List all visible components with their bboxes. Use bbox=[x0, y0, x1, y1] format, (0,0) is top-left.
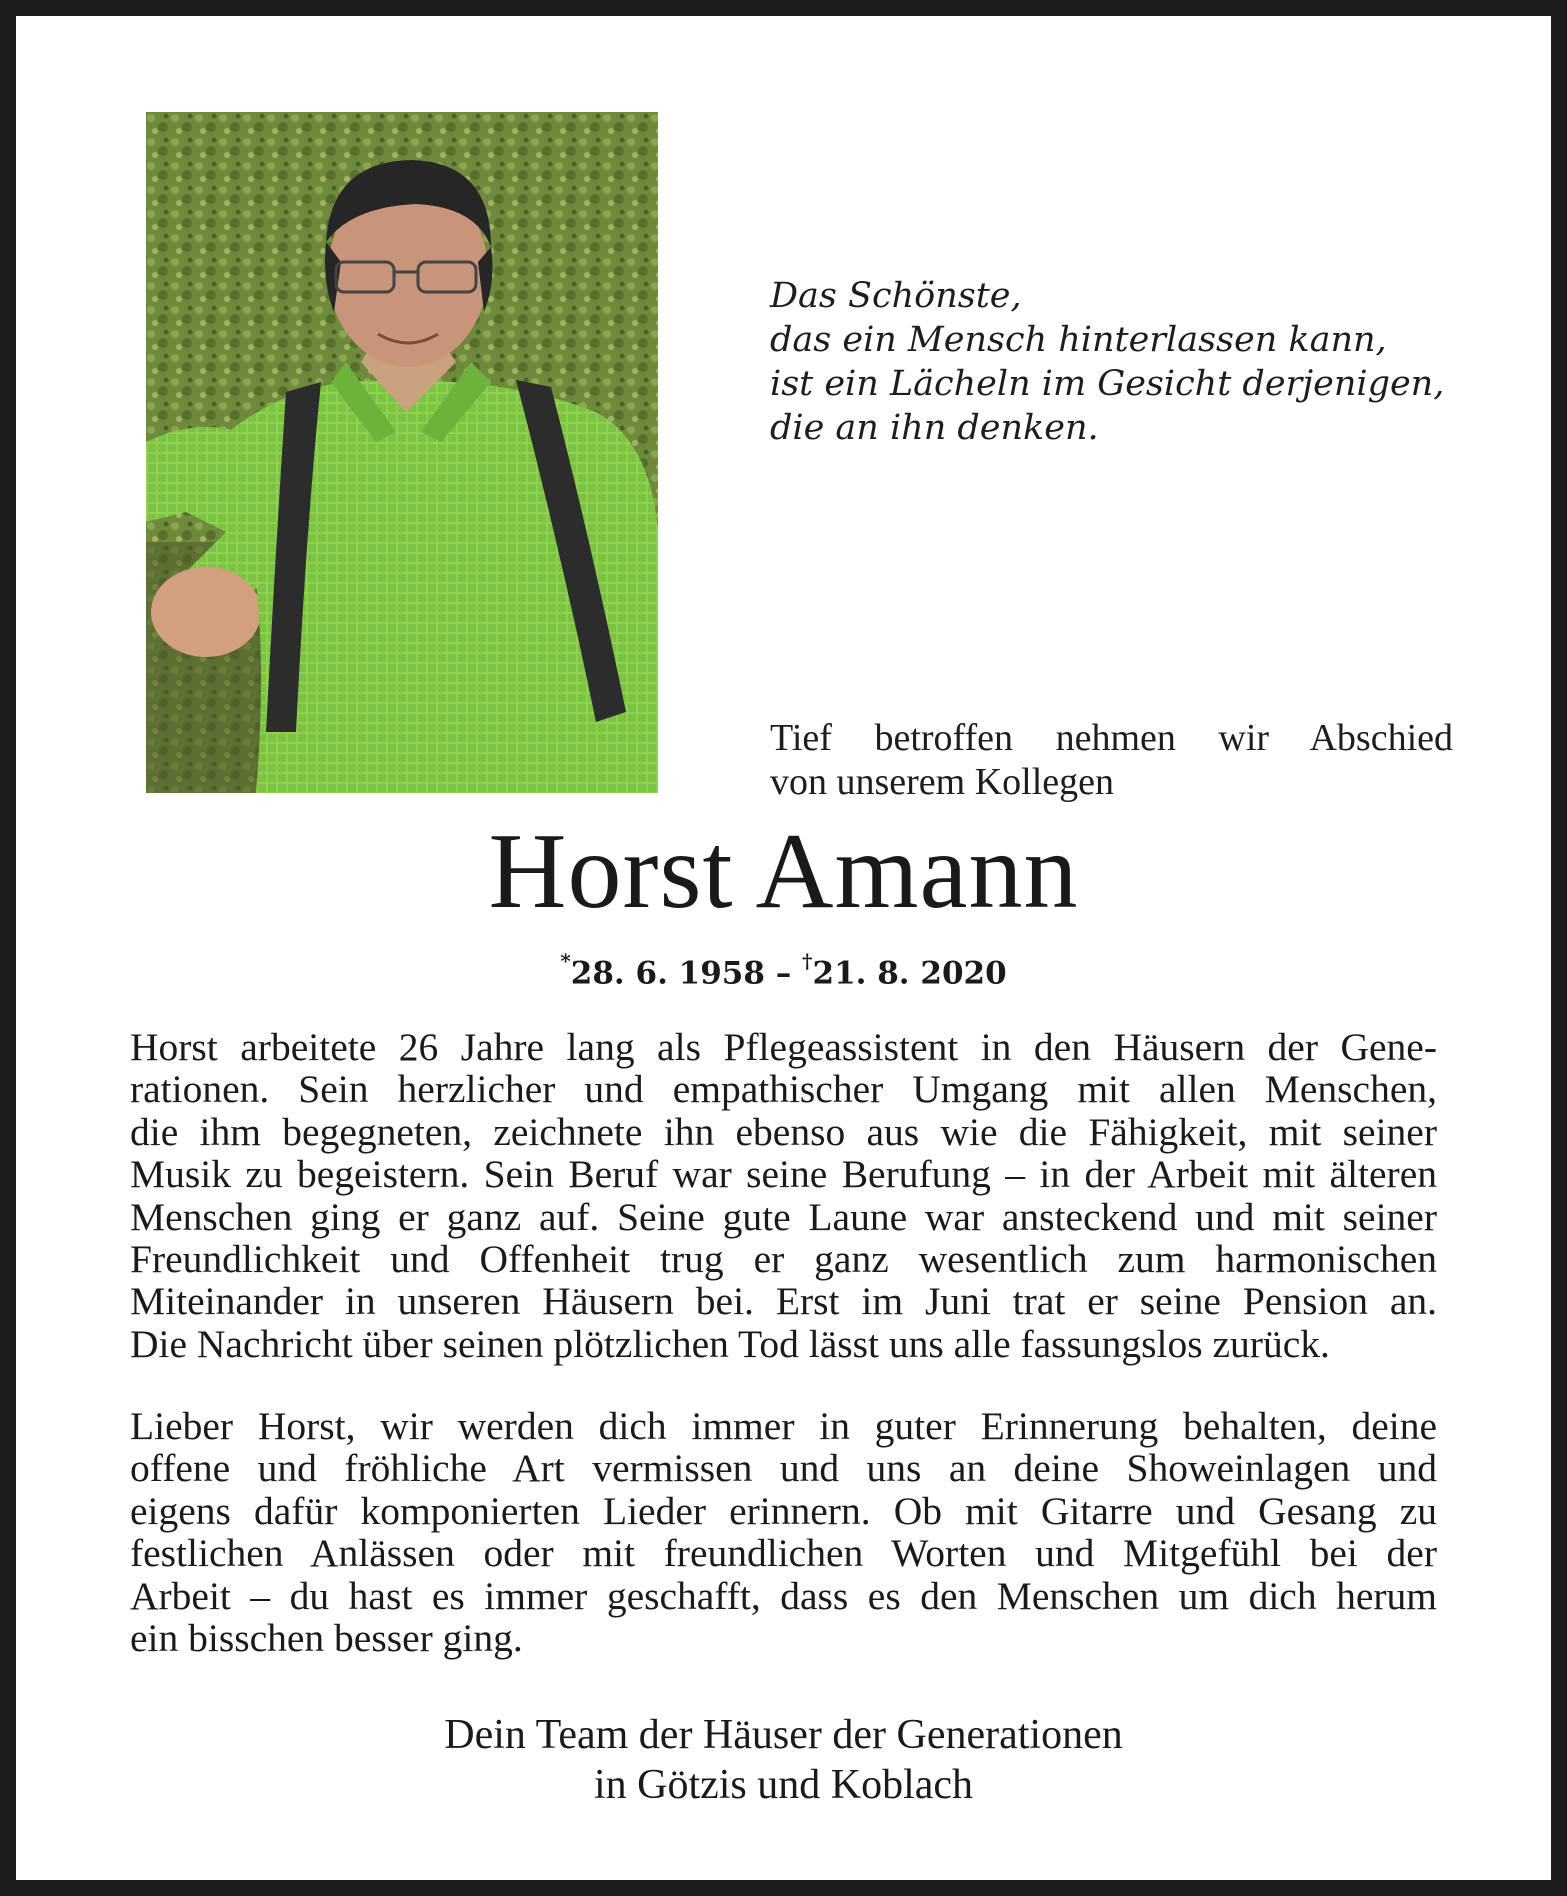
tribute-paragraph-2 bbox=[130, 1405, 1437, 1659]
quote-line: Das Schönste, bbox=[770, 276, 1022, 316]
deceased-name: Horst Amann bbox=[488, 812, 1079, 931]
paragraph-line: Miteinander in unseren Häusern bei. Erst im Juni trat er seine Pension an. bbox=[130, 1279, 1437, 1324]
intro-line: von unserem Kollegen bbox=[770, 761, 1115, 803]
birth-date: 28. 6. 1958 bbox=[570, 955, 765, 992]
life-dates bbox=[0, 943, 1567, 995]
paragraph-line: Horst arbeitete 26 Jahre lang als Pflegeassistent in den Häusern der Gene- bbox=[130, 1025, 1437, 1069]
paragraph-line: Musik zu begeistern. Sein Beruf war seine Berufung – in der Arbeit mit älteren bbox=[130, 1152, 1437, 1197]
portrait-photo bbox=[146, 112, 658, 793]
paragraph-line: Die Nachricht über seinen plötzlichen Tod lässt uns alle fassungslos zurück. bbox=[130, 1321, 1330, 1366]
date-separator: – bbox=[764, 955, 803, 992]
death-symbol: † bbox=[802, 949, 813, 973]
paragraph-line: rationen. Sein herzlicher und empathischer Umgang mit allen Menschen, bbox=[130, 1067, 1437, 1112]
paragraph-line: festlichen Anlässen oder mit freundlichen Worten und Mitgefühl bei der bbox=[130, 1531, 1437, 1576]
paragraph-line: eigens dafür komponierten Lieder erinnern. Ob mit Gitarre und Gesang zu bbox=[130, 1488, 1437, 1533]
tribute-paragraph-1 bbox=[130, 1026, 1437, 1365]
paragraph-line: ein bisschen besser ging. bbox=[130, 1616, 523, 1661]
signature-block bbox=[0, 1710, 1567, 1810]
memorial-quote bbox=[770, 274, 1470, 450]
birth-symbol: * bbox=[560, 949, 571, 973]
paragraph-line: offene und fröhliche Art vermissen und uns an deine Showeinlagen und bbox=[130, 1446, 1437, 1491]
signature-line: in Götzis und Koblach bbox=[593, 1762, 974, 1808]
signature-line: Dein Team der Häuser der Generationen bbox=[444, 1712, 1123, 1758]
paragraph-line: Lieber Horst, wir werden dich immer in guter Erinnerung behalten, deine bbox=[130, 1404, 1437, 1448]
death-date: 21. 8. 2020 bbox=[812, 955, 1007, 992]
quote-line: die an ihn denken. bbox=[770, 408, 1099, 448]
paragraph-line: die ihm begegneten, zeichnete ihn ebenso aus wie die Fähigkeit, mit seiner bbox=[130, 1109, 1437, 1154]
paragraph-line: Freundlichkeit und Offenheit trug er ganz wesentlich zum harmonischen bbox=[130, 1237, 1437, 1282]
paragraph-line: Arbeit – du hast es immer geschafft, dass es den Menschen um dich herum bbox=[130, 1573, 1437, 1618]
farewell-intro bbox=[770, 716, 1453, 804]
intro-line: Tief betroffen nehmen wir Abschied bbox=[770, 717, 1453, 759]
portrait-illustration bbox=[146, 112, 658, 793]
paragraph-line: Menschen ging er ganz auf. Seine gute Laune war ansteckend und mit seiner bbox=[130, 1194, 1437, 1239]
quote-line: ist ein Lächeln im Gesicht derjenigen, bbox=[770, 364, 1445, 404]
quote-line: das ein Mensch hinterlassen kann, bbox=[770, 320, 1387, 360]
